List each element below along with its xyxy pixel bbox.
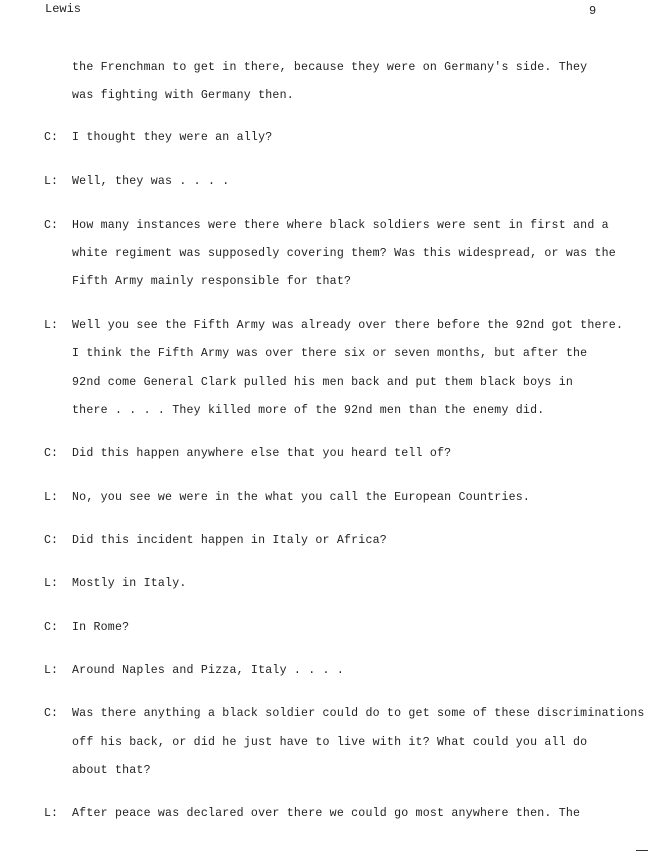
transcript-line: Did this incident happen in Italy or Africa?	[72, 534, 387, 547]
transcript-line: about that?	[72, 764, 151, 777]
transcript-line: 92nd come General Clark pulled his men back and put them black boys in	[72, 376, 574, 389]
transcript-line: Fifth Army mainly responsible for that?	[72, 275, 352, 288]
transcript-line: Mostly in Italy.	[72, 577, 187, 590]
transcript-line: I thought they were an ally?	[72, 131, 273, 144]
header-name: Lewis	[45, 2, 82, 16]
transcript-line: I think the Fifth Army was over there six or seven months, but after the	[72, 347, 588, 360]
transcript-line: Well, they was . . . .	[72, 175, 230, 188]
transcript-line: How many instances were there where black soldiers were sent in first and a	[72, 219, 609, 232]
speaker-label: C:	[44, 219, 58, 232]
speaker-label: C:	[44, 131, 58, 144]
transcript-line: was fighting with Germany then.	[72, 89, 294, 102]
transcript-line: Around Naples and Pizza, Italy . . . .	[72, 664, 344, 677]
speaker-label: C:	[44, 707, 58, 720]
transcript-line: off his back, or did he just have to live with it? What could you all do	[72, 736, 588, 749]
speaker-label: L:	[44, 577, 58, 590]
transcript-line: white regiment was supposedly covering them? Was this widespread, or was the	[72, 247, 616, 260]
speaker-label: L:	[44, 807, 58, 820]
speaker-label: C:	[44, 447, 58, 460]
transcript-line: In Rome?	[72, 621, 130, 634]
transcript-line: After peace was declared over there we could go most anywhere then. The	[72, 807, 581, 820]
transcript-line: No, you see we were in the what you call the European Countries.	[72, 491, 531, 504]
transcript-line: the Frenchman to get in there, because they were on Germany's side. They	[72, 61, 588, 74]
speaker-label: L:	[44, 175, 58, 188]
speaker-label: C:	[44, 621, 58, 634]
page-number: 9	[589, 4, 597, 18]
speaker-label: L:	[44, 319, 58, 332]
corner-mark	[636, 850, 648, 851]
speaker-label: C:	[44, 534, 58, 547]
speaker-label: L:	[44, 664, 58, 677]
transcript-line: there . . . . They killed more of the 92nd men than the enemy did.	[72, 404, 545, 417]
transcript-line: Was there anything a black soldier could do to get some of these discriminations	[72, 707, 645, 720]
transcript-line: Did this happen anywhere else that you heard tell of?	[72, 447, 452, 460]
speaker-label: L:	[44, 491, 58, 504]
transcript-line: Well you see the Fifth Army was already over there before the 92nd got there.	[72, 319, 624, 332]
